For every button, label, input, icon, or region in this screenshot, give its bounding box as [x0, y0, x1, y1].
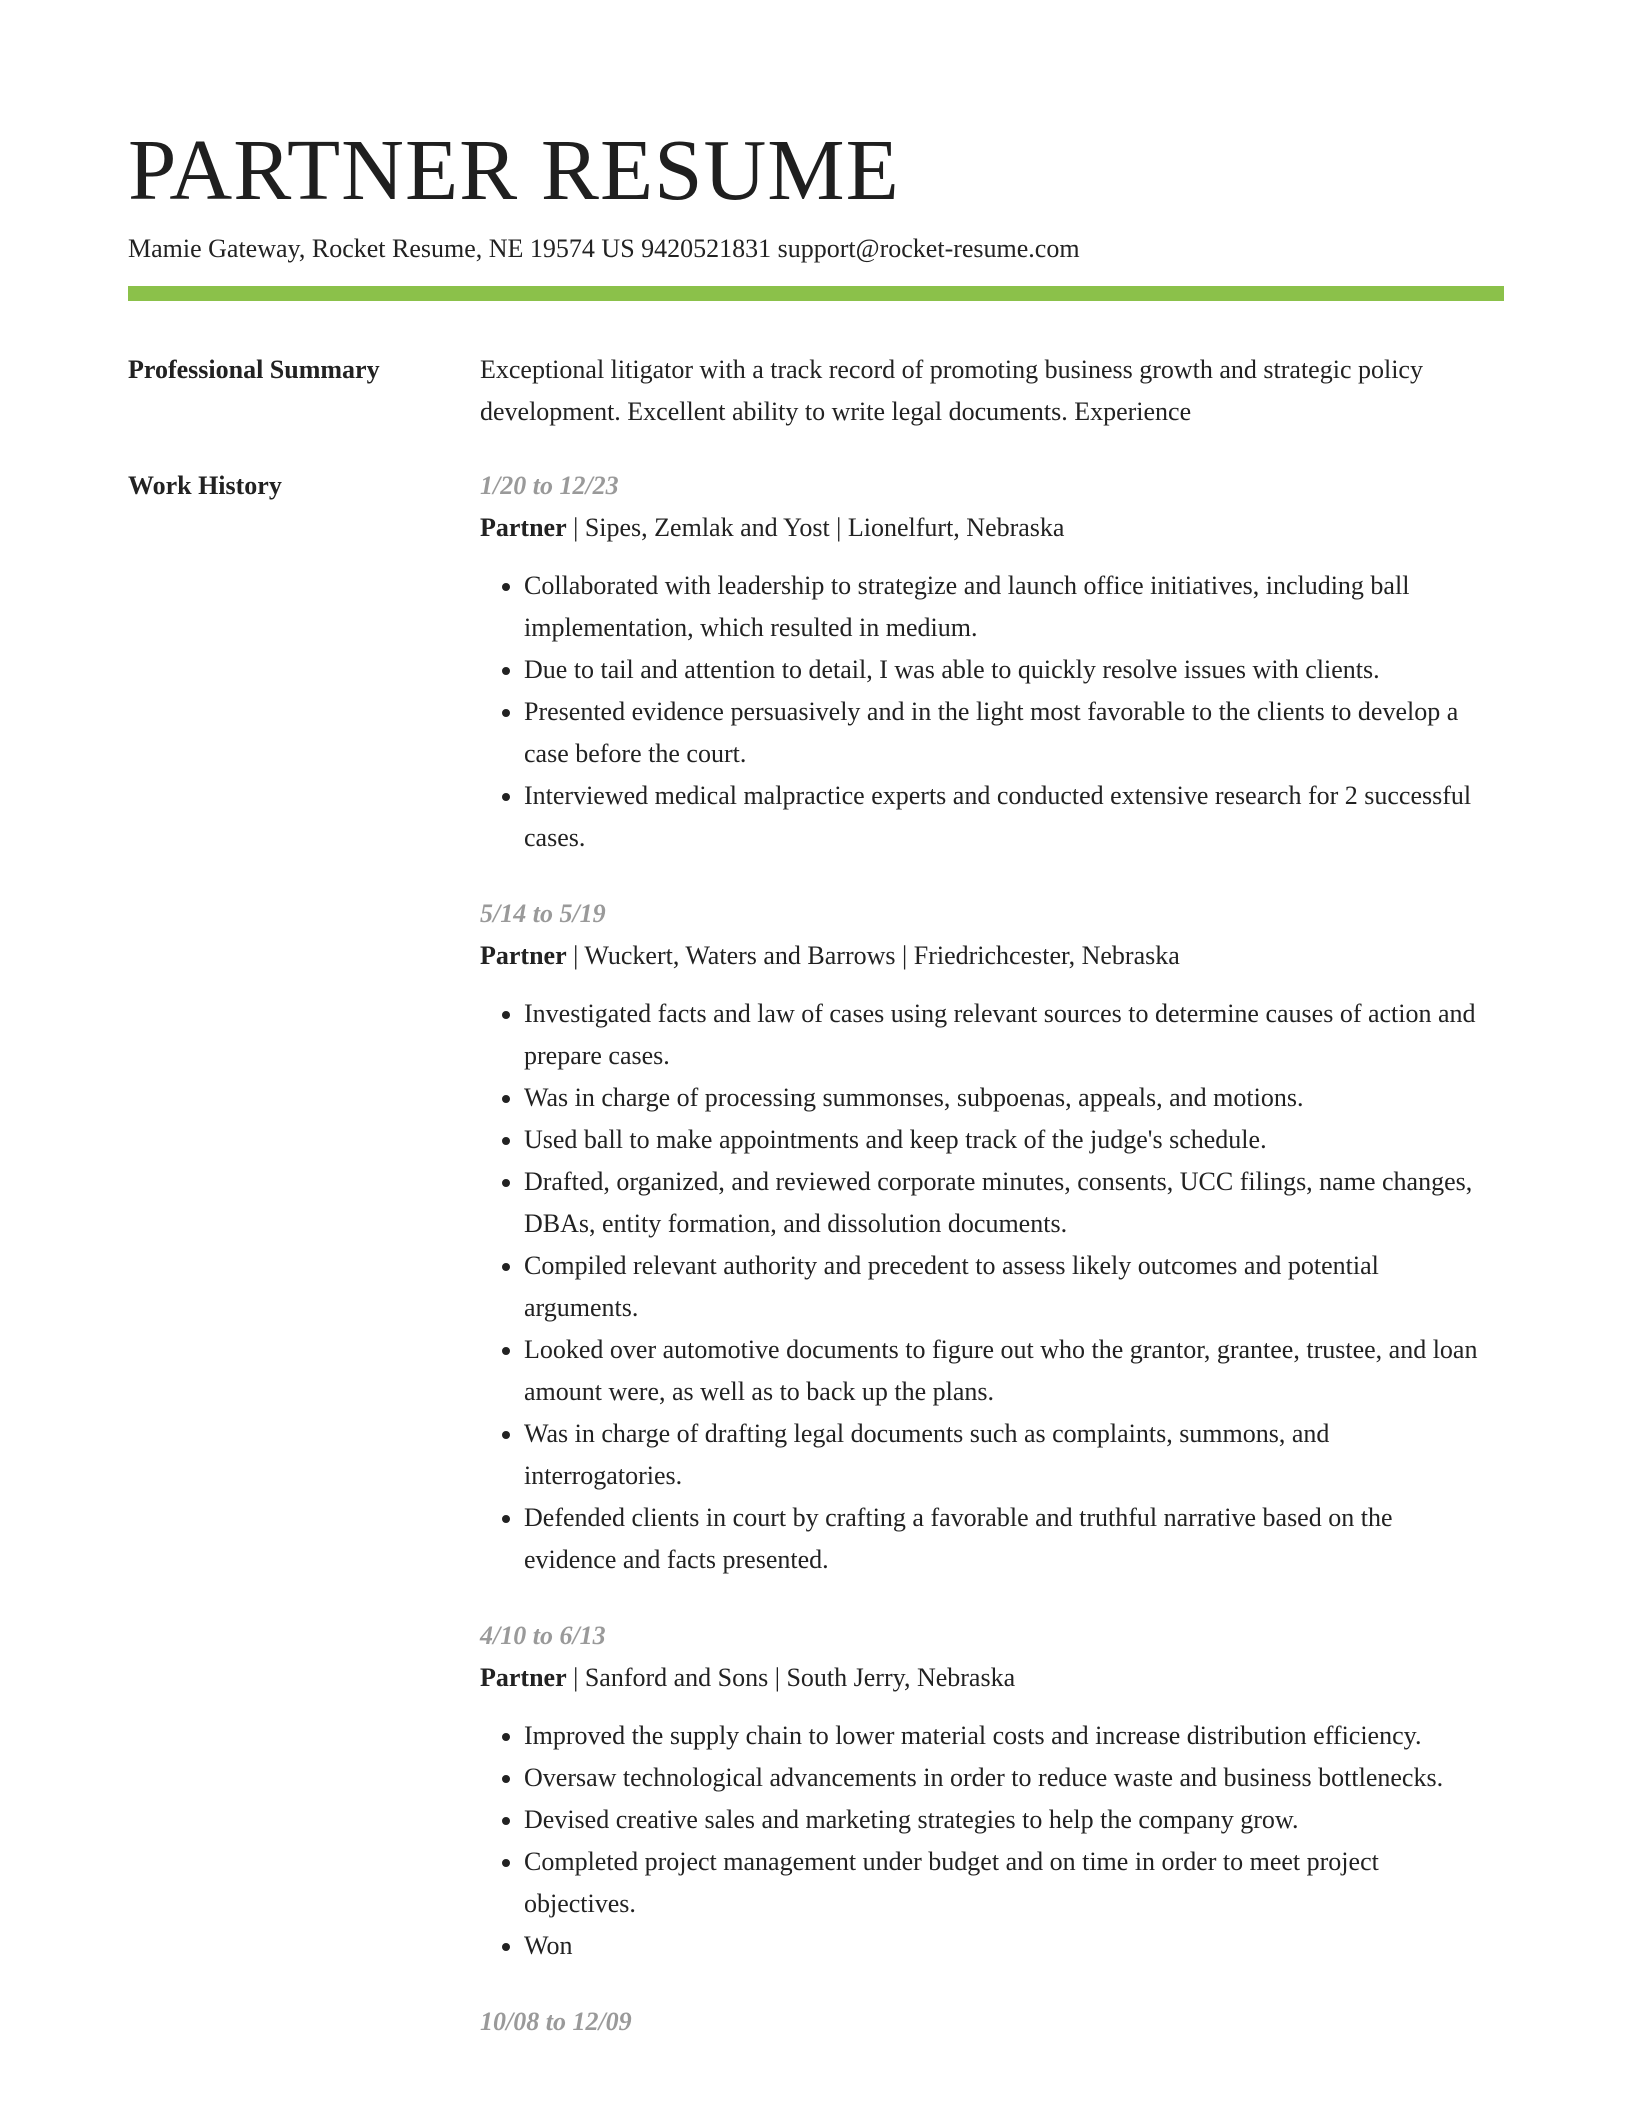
job-bullet: • Collaborated with leadership to strategize and launch office initiatives, including ball implementation, which resulted in medium.	[524, 565, 1504, 649]
job-dates: 4/10 to 6/13	[480, 1621, 606, 1650]
job-dates: 5/14 to 5/19	[480, 899, 606, 928]
job-entry	[480, 465, 1504, 859]
job-bullets	[480, 565, 1504, 859]
job-bullet: • Completed project management under budget and on time in order to meet project objectives.	[524, 1841, 1504, 1925]
job-header	[480, 1657, 1504, 1699]
job-entry	[480, 893, 1504, 1581]
job-bullet: • Defended clients in court by crafting a favorable and truthful narrative based on the evidence and facts presented.	[524, 1497, 1504, 1581]
job-dates: 10/08 to 12/09	[480, 2007, 632, 2036]
job-bullet: • Was in charge of processing summonses, subpoenas, appeals, and motions.	[524, 1077, 1504, 1119]
job-bullet: • Devised creative sales and marketing strategies to help the company grow.	[524, 1799, 1504, 1841]
job-bullet: • Used ball to make appointments and keep track of the judge's schedule.	[524, 1119, 1504, 1161]
job-company-location: | Sanford and Sons | South Jerry, Nebraska	[566, 1663, 1016, 1692]
contact-line: Mamie Gateway, Rocket Resume, NE 19574 US 9420521831 support@rocket-resume.com	[128, 234, 1080, 263]
job-bullets	[480, 1715, 1504, 1967]
job-entry	[480, 1615, 1504, 1967]
job-header	[480, 507, 1504, 549]
job-bullet: • Drafted, organized, and reviewed corporate minutes, consents, UCC filings, name changes, DBAs, entity formation, and dissolution documents.	[524, 1161, 1504, 1245]
job-header	[480, 935, 1504, 977]
job-bullets	[480, 993, 1504, 1581]
job-company-location: | Wuckert, Waters and Barrows | Friedrichcester, Nebraska	[566, 941, 1180, 970]
job-bullet: • Interviewed medical malpractice experts and conducted extensive research for 2 successful cases.	[524, 775, 1504, 859]
job-company-location: | Sipes, Zemlak and Yost | Lionelfurt, Nebraska	[566, 513, 1065, 542]
summary-heading: Professional Summary	[128, 355, 380, 384]
resume-title: PARTNER RESUME	[128, 121, 900, 218]
job-title: Partner	[480, 513, 567, 542]
job-title: Partner	[480, 1663, 567, 1692]
job-bullet: • Was in charge of drafting legal documents such as complaints, summons, and interrogatories.	[524, 1413, 1504, 1497]
job-bullet: • Oversaw technological advancements in order to reduce waste and business bottlenecks.	[524, 1757, 1504, 1799]
work-history-heading: Work History	[128, 471, 282, 500]
job-entry	[480, 2001, 1504, 2043]
accent-divider	[128, 286, 1504, 301]
summary-body	[480, 349, 1504, 433]
summary-text: Exceptional litigator with a track record of promoting business growth and strategic policy development. Excellent ability to write legal documents. Experience	[480, 355, 1423, 426]
job-bullet: • Investigated facts and law of cases using relevant sources to determine causes of action and prepare cases.	[524, 993, 1504, 1077]
work-history-body	[480, 465, 1504, 2077]
job-bullet: • Improved the supply chain to lower material costs and increase distribution efficiency.	[524, 1715, 1504, 1757]
job-bullet: • Looked over automotive documents to figure out who the grantor, grantee, trustee, and loan amount were, as well as to back up the plans.	[524, 1329, 1504, 1413]
job-bullet: • Due to tail and attention to detail, I was able to quickly resolve issues with clients.	[524, 649, 1504, 691]
job-bullet: • Won	[524, 1925, 1504, 1967]
job-bullet: • Compiled relevant authority and precedent to assess likely outcomes and potential arguments.	[524, 1245, 1504, 1329]
job-dates: 1/20 to 12/23	[480, 471, 619, 500]
job-title: Partner	[480, 941, 567, 970]
job-bullet: • Presented evidence persuasively and in the light most favorable to the clients to develop a case before the court.	[524, 691, 1504, 775]
